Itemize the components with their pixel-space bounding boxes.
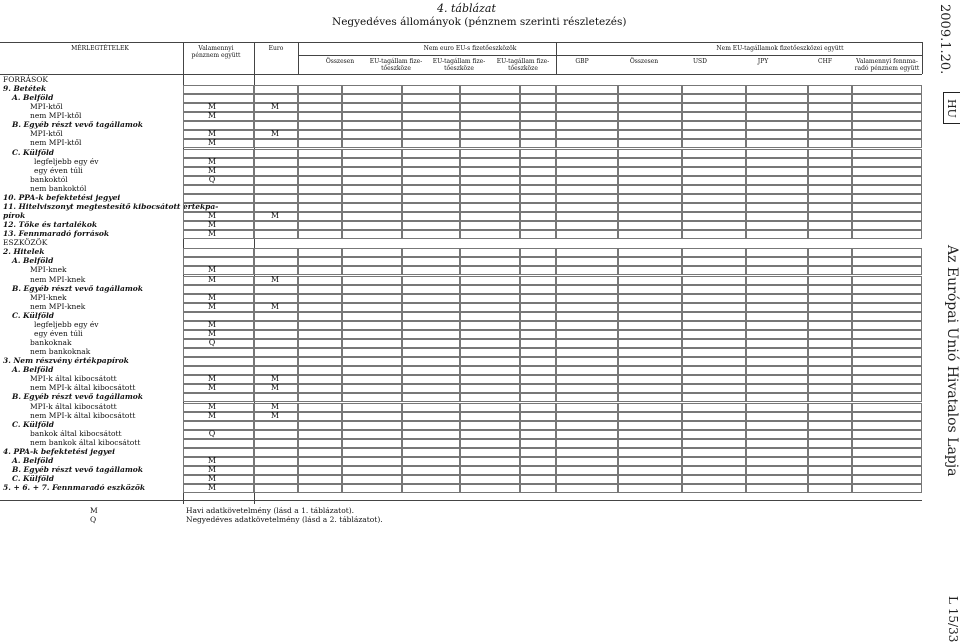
cell-all-currencies: M bbox=[207, 328, 217, 338]
table-row bbox=[0, 93, 920, 102]
table-row bbox=[0, 338, 920, 347]
table-row bbox=[0, 148, 920, 157]
row-label: MPI-knek bbox=[30, 292, 67, 302]
row-label: C. Külföld bbox=[12, 310, 55, 320]
table-row bbox=[0, 374, 920, 383]
row-label: 12. Tőke és tartalékok bbox=[3, 220, 98, 230]
table-row bbox=[0, 238, 920, 247]
cell-euro: M bbox=[270, 211, 280, 221]
table-row bbox=[0, 320, 920, 329]
cell-all-currencies: M bbox=[207, 156, 217, 166]
table-row bbox=[0, 420, 920, 429]
data-cell bbox=[342, 484, 402, 493]
row-label: egy éven túli bbox=[34, 165, 83, 175]
cell-euro: M bbox=[270, 274, 280, 284]
data-cell bbox=[618, 484, 682, 493]
row-label: ESZKÖZÖK bbox=[3, 238, 48, 248]
table-row bbox=[0, 247, 920, 256]
cell-all-currencies: M bbox=[207, 292, 217, 302]
row-label: FORRÁSOK bbox=[3, 75, 48, 84]
legend-key: Q bbox=[90, 515, 97, 524]
cell-all-currencies: M bbox=[207, 165, 217, 175]
cell-all-currencies: M bbox=[207, 102, 217, 112]
header-jpy: JPY bbox=[757, 58, 769, 65]
row-label: nem MPI-knek bbox=[30, 274, 86, 284]
row-label: A. Belföld bbox=[12, 256, 54, 266]
header-eu-member-1: EU-tagállam fize-tőeszköze bbox=[369, 58, 423, 72]
cell-all-currencies: M bbox=[207, 319, 217, 329]
header-all-remaining: Valamennyi fennma-radó pénznem együtt bbox=[854, 58, 920, 72]
data-cell bbox=[520, 484, 556, 493]
row-label: 3. Nem részvény értékpapírok bbox=[3, 356, 129, 366]
table-row bbox=[0, 447, 920, 456]
table-row bbox=[0, 383, 920, 392]
cell-all-currencies: M bbox=[207, 229, 217, 239]
data-cell bbox=[746, 484, 808, 493]
table-row bbox=[0, 293, 920, 302]
table-row bbox=[0, 229, 920, 238]
row-label: MPI-ktől bbox=[30, 129, 63, 139]
cell-all-currencies: M bbox=[207, 401, 217, 411]
cell-euro: M bbox=[270, 383, 280, 393]
cell-euro: M bbox=[270, 102, 280, 112]
cell-all-currencies: M bbox=[207, 138, 217, 148]
table-row bbox=[0, 111, 920, 120]
table-row bbox=[0, 411, 920, 420]
row-label: nem bankoktól bbox=[30, 183, 87, 193]
row-label: MPI-k által kibocsátott bbox=[30, 374, 117, 384]
table-row bbox=[0, 275, 920, 284]
table-row bbox=[0, 438, 920, 447]
table-row bbox=[0, 84, 920, 93]
row-label: A. Belföld bbox=[12, 93, 54, 103]
data-cell bbox=[556, 484, 618, 493]
row-label: C. Külföld bbox=[12, 147, 55, 157]
table-row bbox=[0, 175, 920, 184]
cell-all-currencies: Q bbox=[208, 428, 216, 438]
header-gbp: GBP bbox=[575, 58, 589, 65]
table-row bbox=[0, 166, 920, 175]
row-label: nem bankoknak bbox=[30, 347, 91, 357]
cell-euro: M bbox=[270, 301, 280, 311]
row-label: bankok által kibocsátott bbox=[30, 428, 122, 438]
header-all-currencies: Valamennyi pénznem együtt bbox=[191, 45, 241, 59]
cell-euro: M bbox=[270, 129, 280, 139]
row-label: 13. Fennmaradó források bbox=[3, 229, 110, 239]
cell-all-currencies: M bbox=[207, 301, 217, 311]
table-row bbox=[0, 483, 920, 492]
row-label: 5. + 6. + 7. Fennmaradó eszközök bbox=[3, 483, 146, 493]
cell-all-currencies: M bbox=[207, 274, 217, 284]
table-row bbox=[0, 365, 920, 374]
cell-all-currencies: M bbox=[207, 474, 217, 484]
cell-all-currencies: Q bbox=[208, 174, 216, 184]
row-label: egy éven túli bbox=[34, 328, 83, 338]
table-row bbox=[0, 138, 920, 147]
data-cell bbox=[852, 484, 922, 493]
row-label: 10. PPA-k befektetési jegyei bbox=[3, 192, 121, 202]
table-row bbox=[0, 474, 920, 483]
row-label: MPI-ktől bbox=[30, 102, 63, 112]
header-euro: Euro bbox=[268, 45, 284, 52]
row-label: 9. Betétek bbox=[3, 84, 47, 94]
row-label: MPI-k által kibocsátott bbox=[30, 401, 117, 411]
row-label: nem MPI-knek bbox=[30, 301, 86, 311]
table-row bbox=[0, 429, 920, 438]
cell-all-currencies: M bbox=[207, 111, 217, 121]
row-label: nem bankok által kibocsátott bbox=[30, 437, 141, 447]
row-label: B. Egyéb részt vevő tagállamok bbox=[12, 120, 144, 130]
row-label: B. Egyéb részt vevő tagállamok bbox=[12, 392, 144, 402]
table-row bbox=[0, 129, 920, 138]
page-reference: L 15/33 bbox=[946, 596, 960, 643]
row-label: C. Külföld bbox=[12, 419, 55, 429]
header-total: Összesen bbox=[325, 58, 355, 65]
cell-all-currencies: M bbox=[207, 383, 217, 393]
data-cell bbox=[298, 484, 342, 493]
data-cell bbox=[402, 484, 460, 493]
row-label: nem MPI-ktől bbox=[30, 111, 82, 121]
table-row bbox=[0, 202, 920, 211]
cell-all-currencies: M bbox=[207, 265, 217, 275]
header-eu-member-2: EU-tagállam fize-tőeszköze bbox=[432, 58, 486, 72]
row-label: A. Belföld bbox=[12, 455, 54, 465]
cell-all-currencies: Q bbox=[208, 338, 216, 348]
sidebar-date: 2009.1.20. bbox=[937, 4, 952, 75]
language-badge: HU bbox=[943, 92, 960, 124]
cell-all-currencies: M bbox=[207, 483, 217, 493]
table-row bbox=[0, 256, 920, 265]
header-chf: CHF bbox=[818, 58, 832, 65]
table-row bbox=[0, 465, 920, 474]
table-row bbox=[0, 347, 920, 356]
row-label: pírok bbox=[3, 211, 26, 221]
table-row bbox=[0, 157, 920, 166]
table-row bbox=[0, 284, 920, 293]
row-label: nem MPI-k által kibocsátott bbox=[30, 383, 136, 393]
table-row bbox=[0, 265, 920, 274]
cell-all-currencies: M bbox=[207, 211, 217, 221]
cell-all-currencies: M bbox=[207, 374, 217, 384]
header-non-euro-eu: Nem euro EU-s fizetőeszközök bbox=[423, 45, 517, 52]
table-row bbox=[0, 220, 920, 229]
row-label: nem MPI-k által kibocsátott bbox=[30, 410, 136, 420]
row-label: 4. PPA-k befektetési jegyei bbox=[3, 446, 115, 456]
table-row bbox=[0, 102, 920, 111]
cell-euro: M bbox=[270, 410, 280, 420]
cell-all-currencies: M bbox=[207, 410, 217, 420]
table-row bbox=[0, 311, 920, 320]
cell-all-currencies: M bbox=[207, 465, 217, 474]
data-cell bbox=[183, 484, 254, 493]
cell-all-currencies: M bbox=[207, 129, 217, 139]
data-cell bbox=[460, 484, 520, 493]
table-row bbox=[0, 356, 920, 365]
header-balance-items: MÉRLEGTÉTELEK bbox=[71, 45, 129, 52]
row-label: bankoknak bbox=[30, 338, 72, 348]
row-label: C. Külföld bbox=[12, 474, 55, 484]
table-row bbox=[0, 120, 920, 129]
cell-euro: M bbox=[270, 374, 280, 384]
header-non-eu: Nem EU-tagállamok fizetőeszközei együtt bbox=[716, 45, 844, 52]
row-label: 2. Hitelek bbox=[3, 247, 45, 257]
cell-all-currencies: M bbox=[207, 455, 217, 465]
table-number: 4. táblázat bbox=[437, 2, 496, 15]
row-label: B. Egyéb részt vevő tagállamok bbox=[12, 465, 144, 474]
table-row bbox=[0, 392, 920, 401]
cell-euro: M bbox=[270, 401, 280, 411]
data-cell bbox=[682, 484, 746, 493]
table-row bbox=[0, 193, 920, 202]
legend-key: M bbox=[90, 506, 98, 515]
legend-text: Havi adatkövetelmény (lásd a 1. táblázatot). bbox=[186, 506, 355, 515]
legend-text: Negyedéves adatkövetelmény (lásd a 2. táblázatot). bbox=[186, 515, 383, 524]
row-label: B. Egyéb részt vevő tagállamok bbox=[12, 283, 144, 293]
cell-all-currencies: M bbox=[207, 220, 217, 230]
table-row bbox=[0, 302, 920, 311]
table-row bbox=[0, 184, 920, 193]
header-usd: USD bbox=[693, 58, 707, 65]
data-cell bbox=[254, 484, 298, 493]
row-label: legfeljebb egy év bbox=[34, 156, 99, 166]
data-cell bbox=[808, 484, 852, 493]
table-title: Negyedéves állományok (pénznem szerinti részletezés) bbox=[332, 16, 627, 28]
header-eu-member-3: EU-tagállam fize-tőeszköze bbox=[496, 58, 550, 72]
row-label: 11. Hitelviszonyt megtestesítő kibocsátott értékpa- bbox=[3, 201, 219, 211]
table-row bbox=[0, 75, 920, 84]
row-label: A. Belföld bbox=[12, 365, 54, 375]
table-row bbox=[0, 329, 920, 338]
table-row bbox=[0, 456, 920, 465]
row-label: nem MPI-ktől bbox=[30, 138, 82, 148]
row-label: bankoktól bbox=[30, 174, 68, 184]
header-total-non-eu: Összesen bbox=[629, 58, 659, 65]
table-row bbox=[0, 402, 920, 411]
journal-title: Az Európai Unió Hivatalos Lapja bbox=[944, 245, 960, 477]
row-label: MPI-knek bbox=[30, 265, 67, 275]
row-label: legfeljebb egy év bbox=[34, 319, 99, 329]
table-row bbox=[0, 211, 920, 220]
